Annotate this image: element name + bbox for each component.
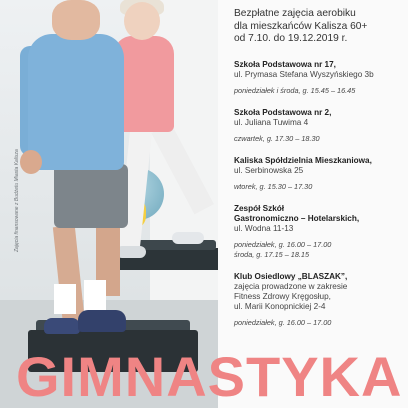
woman-shoe-raised xyxy=(172,232,204,244)
intro-line: Bezpłatne zajęcia aerobiku xyxy=(234,8,356,19)
venue-schedule: czwartek, g. 17.30 – 18.30 xyxy=(234,133,320,143)
venue-address: ul. Juliana Tuwima 4 xyxy=(234,117,309,127)
venue-address: Fitness Zdrowy Kręgosłup, xyxy=(234,291,331,301)
man-shirt xyxy=(28,34,124,170)
venue-zsgh xyxy=(234,204,404,260)
headline-text: GIMNASTYKA xyxy=(16,346,403,408)
man-sock-front xyxy=(84,280,106,312)
venue-name: Klub Osiedlowy „BLASZAK”, xyxy=(234,271,348,281)
man-sock xyxy=(54,284,76,314)
venue-name: Zespół Szkół Gastronomiczno – Hotelarskich, xyxy=(234,203,360,223)
intro xyxy=(234,8,404,46)
man-shorts xyxy=(54,164,128,228)
venue-name: Szkoła Podstawowa nr 17, xyxy=(234,59,336,69)
venue-name: Szkoła Podstawowa nr 2, xyxy=(234,107,332,117)
venue-address: zajęcia prowadzone w zakresie xyxy=(234,281,348,291)
venue-schedule: środa, g. 17.15 – 18.15 xyxy=(234,249,310,259)
photo-credit: Zajęcia finansowane z Budżetu Miasta Kalisza xyxy=(14,149,20,252)
man-head xyxy=(52,0,100,40)
venue-sp2 xyxy=(234,108,404,144)
venue-schedule: poniedziałek i środa, g. 15.45 – 16.45 xyxy=(234,85,356,95)
headline xyxy=(16,346,408,408)
intro-line: od 7.10. do 19.12.2019 r. xyxy=(234,33,348,45)
venue-sp17 xyxy=(234,60,404,96)
venue-address: ul. Marii Konopnickiej 2-4 xyxy=(234,301,326,311)
info-column xyxy=(234,8,404,340)
man-shoe-front xyxy=(78,310,126,332)
intro-line: dla mieszkańców Kalisza 60+ xyxy=(234,20,368,32)
woman-shoe xyxy=(116,246,146,258)
man-hand xyxy=(20,150,42,174)
venue-name: Kaliska Spółdzielnia Mieszkaniowa, xyxy=(234,155,372,165)
venue-address: ul. Prymasa Stefana Wyszyńskiego 3b xyxy=(234,69,374,79)
venue-schedule: poniedziałek, g. 16.00 – 17.00 xyxy=(234,317,332,327)
venue-ksm xyxy=(234,156,404,192)
woman-head xyxy=(124,2,160,40)
venue-schedule: wtorek, g. 15.30 – 17.30 xyxy=(234,181,313,191)
man-shoe xyxy=(44,318,80,334)
venue-address: ul. Serbinowska 25 xyxy=(234,165,304,175)
venue-blaszak xyxy=(234,272,404,328)
venue-address: ul. Wodna 11-13 xyxy=(234,223,294,233)
venue-schedule: poniedziałek, g. 16.00 – 17.00 xyxy=(234,239,332,249)
